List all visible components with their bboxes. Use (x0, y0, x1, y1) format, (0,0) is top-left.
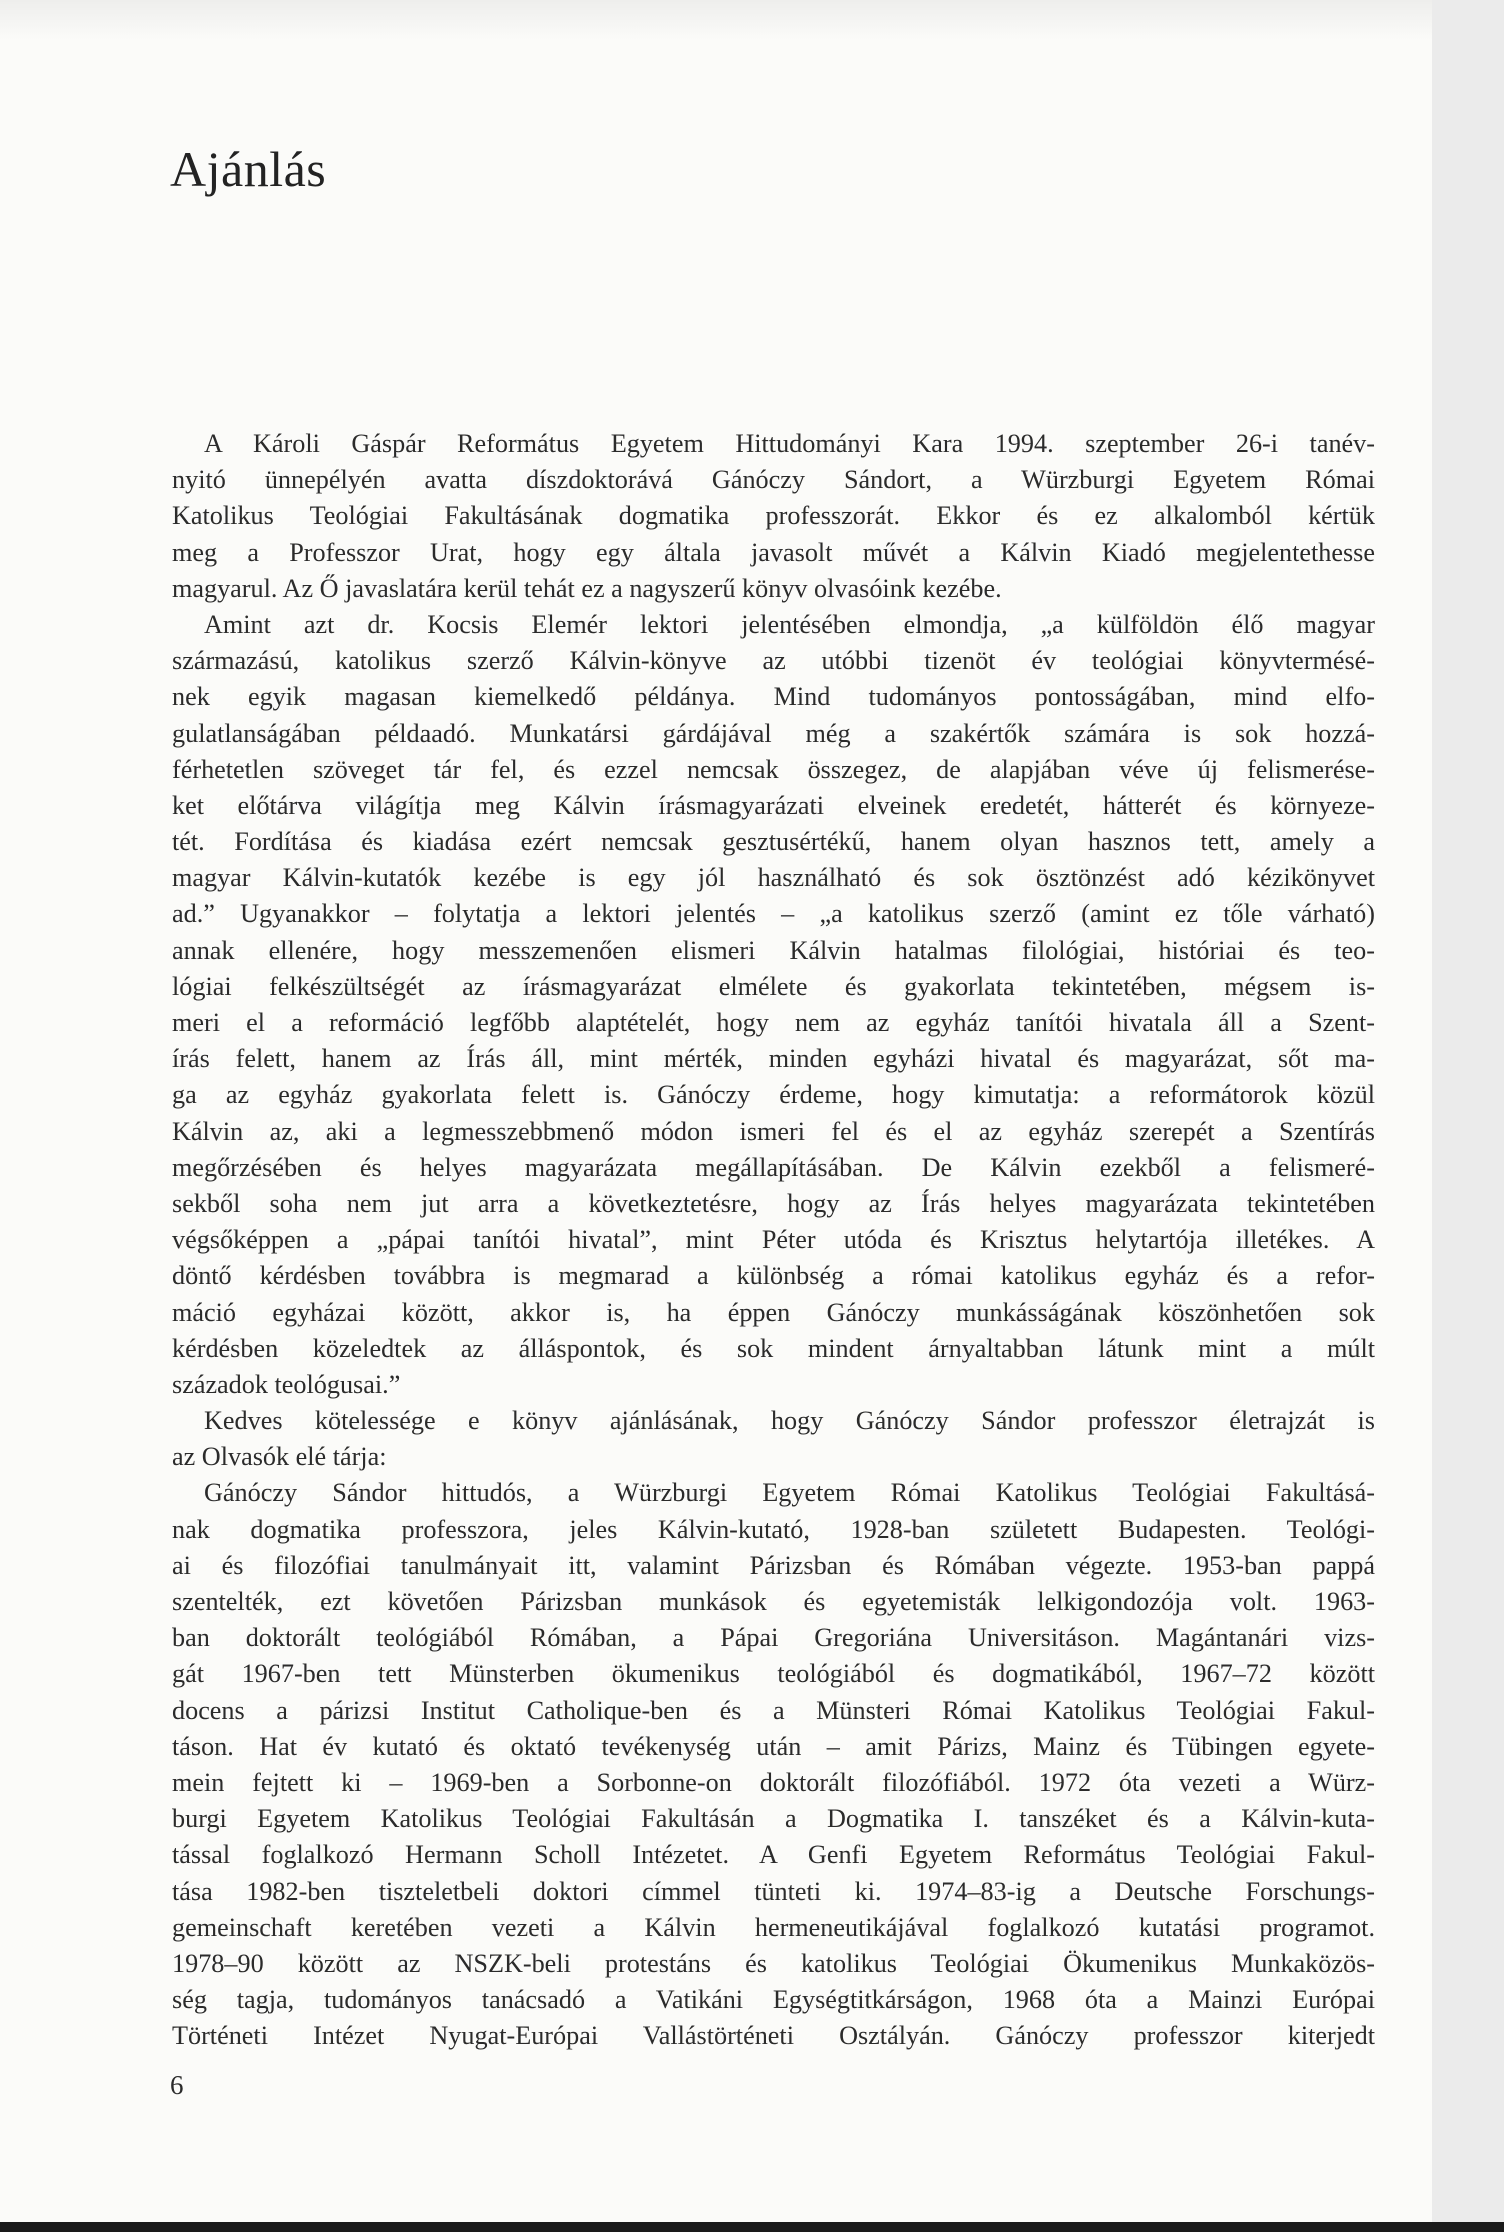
text-line: annak ellenére, hogy messzemenően elismeri Kálvin hatalmas filológiai, históriai és teo- (172, 935, 1375, 965)
text-line: nak dogmatika professzora, jeles Kálvin-kutató, 1928-ban született Budapesten. Teológi- (172, 1514, 1375, 1544)
scan-top-shadow (0, 0, 1432, 40)
text-line: meg a Professzor Urat, hogy egy általa javasolt művét a Kálvin Kiadó megjelentethesse (172, 537, 1375, 567)
text-line: tét. Fordítása és kiadása ezért nemcsak gesztusértékű, hanem olyan hasznos tett, amely a (172, 827, 1375, 857)
text-line: docens a párizsi Institut Catholique-ben és a Münsteri Római Katolikus Teológiai Fakul- (172, 1695, 1375, 1725)
text-line: végsőképpen a „pápai tanítói hivatal”, mint Péter utóda és Krisztus helytartója illetékes. A (172, 1225, 1375, 1255)
text-line: gulatlanságában példaadó. Munkatársi gárdájával még a szakértők számára is sok hozzá- (172, 718, 1375, 748)
text-line: nyitó ünnepélyén avatta díszdoktorává Gánóczy Sándort, a Würzburgi Egyetem Római (172, 465, 1375, 495)
page-title: Ajánlás (170, 141, 327, 197)
text-line: kérdésben közeledtek az álláspontok, és sok mindent árnyaltabban látunk mint a múlt (172, 1333, 1375, 1363)
page-number: 6 (170, 2070, 184, 2100)
text-line: meri el a reformáció legfőbb alaptételét, hogy nem az egyház tanítói hivatala áll a Szent- (172, 1008, 1375, 1037)
text-line: máció egyházai között, akkor is, ha éppen Gánóczy munkásságának köszönhetően sok (172, 1297, 1375, 1327)
text-line: burgi Egyetem Katolikus Teológiai Fakultásán a Dogmatika I. tanszéket és a Kálvin-kuta- (172, 1804, 1375, 1834)
text-line: táson. Hat év kutató és oktató tevékenység után – amit Párizs, Mainz és Tübingen egyete- (172, 1731, 1375, 1761)
text-line: Amint azt dr. Kocsis Elemér lektori jelentésében elmondja, „a külföldön élő magyar (204, 609, 1375, 639)
text-line: megőrzésében és helyes magyarázata megállapításában. De Kálvin ezekből a felismeré- (172, 1152, 1375, 1182)
text-line: 1978–90 között az NSZK-beli protestáns és katolikus Teológiai Ökumenikus Munkaközös- (172, 1948, 1375, 1978)
text-line: mein fejtett ki – 1969-ben a Sorbonne-on doktorált filozófiából. 1972 óta vezeti a Würz- (172, 1767, 1375, 1797)
body-text (172, 426, 1375, 2054)
text-line: magyarul. Az Ő javaslatára kerül tehát ez a nagyszerű könyv olvasóink kezébe. (172, 573, 1002, 603)
text-line: férhetetlen szöveget tár fel, és ezzel nemcsak összegez, de alapjában véve új felismerése- (172, 754, 1375, 784)
text-line: Katolikus Teológiai Fakultásának dogmatika professzorát. Ekkor és ez alkalomból kértük (172, 501, 1375, 531)
text-line: ket előtárva világítja meg Kálvin írásmagyarázati elveinek eredetét, hátterét és környeze- (172, 790, 1375, 820)
text-line: századok teológusai.” (172, 1369, 401, 1399)
text-line: Gánóczy Sándor hittudós, a Würzburgi Egyetem Római Katolikus Teológiai Fakultásá- (204, 1478, 1375, 1508)
text-line: sekből soha nem jut arra a következtetésre, hogy az Írás helyes magyarázata tekintetében (172, 1188, 1375, 1218)
text-line: írás felett, hanem az Írás áll, mint mérték, minden egyházi hivatal és magyarázat, sőt ma- (172, 1044, 1375, 1074)
text-line: A Károli Gáspár Református Egyetem Hittudományi Kara 1994. szeptember 26-i tanév- (204, 429, 1375, 458)
text-line: az Olvasók elé tárja: (172, 1442, 387, 1472)
text-line: tása 1982-ben tiszteletbeli doktori címmel tünteti ki. 1974–83-ig a Deutsche Forschungs- (172, 1876, 1375, 1906)
text-line: ség tagja, tudományos tanácsadó a Vatikáni Egységtitkárságon, 1968 óta a Mainzi Európai (172, 1985, 1375, 2015)
text-line: ga az egyház gyakorlata felett is. Gánóczy érdeme, hogy kimutatja: a reformátorok közül (172, 1080, 1375, 1110)
text-line: lógiai felkészültségét az írásmagyarázat elmélete és gyakorlata tekintetében, mégsem is- (172, 971, 1375, 1001)
scan-edge-right (1432, 0, 1504, 2232)
text-line: Kálvin az, aki a legmesszebbmenő módon ismeri fel és el az egyház szerepét a Szentírás (172, 1116, 1375, 1146)
text-line: származású, katolikus szerző Kálvin-könyve az utóbbi tizenöt év teológiai könyvtermésé- (172, 646, 1375, 676)
text-line: nek egyik magasan kiemelkedő példánya. Mind tudományos pontosságában, mind elfo- (172, 682, 1375, 712)
text-line: Kedves kötelessége e könyv ajánlásának, hogy Gánóczy Sándor professzor életrajzát is (204, 1406, 1375, 1436)
text-line: magyar Kálvin-kutatók kezébe is egy jól használható és sok ösztönzést adó kézikönyvet (172, 863, 1375, 893)
text-line: döntő kérdésben továbbra is megmarad a különbség a római katolikus egyház és a refor- (172, 1261, 1375, 1291)
text-line: gát 1967-ben tett Münsterben ökumenikus teológiából és dogmatikából, 1967–72 között (172, 1659, 1375, 1689)
text-line: Történeti Intézet Nyugat-Európai Vallástörténeti Osztályán. Gánóczy professzor kiterjedt (172, 2021, 1375, 2051)
text-line: gemeinschaft keretében vezeti a Kálvin hermeneutikájával foglalkozó kutatási programot. (172, 1912, 1375, 1942)
text-line: ban doktorált teológiából Rómában, a Pápai Gregoriána Universitáson. Magántanári vizs- (172, 1623, 1375, 1653)
scan-edge-bottom (0, 2222, 1504, 2232)
text-line: ai és filozófiai tanulmányait itt, valamint Párizsban és Rómában végezte. 1953-ban pappá (172, 1550, 1375, 1580)
text-line: tással foglalkozó Hermann Scholl Intézetet. A Genfi Egyetem Református Teológiai Fakul- (172, 1840, 1375, 1870)
text-line: szentelték, ezt követően Párizsban munkások és egyetemisták lelkigondozója volt. 1963- (172, 1587, 1375, 1616)
text-line: ad.” Ugyanakkor – folytatja a lektori jelentés – „a katolikus szerző (amint ez tőle várható) (172, 899, 1375, 929)
